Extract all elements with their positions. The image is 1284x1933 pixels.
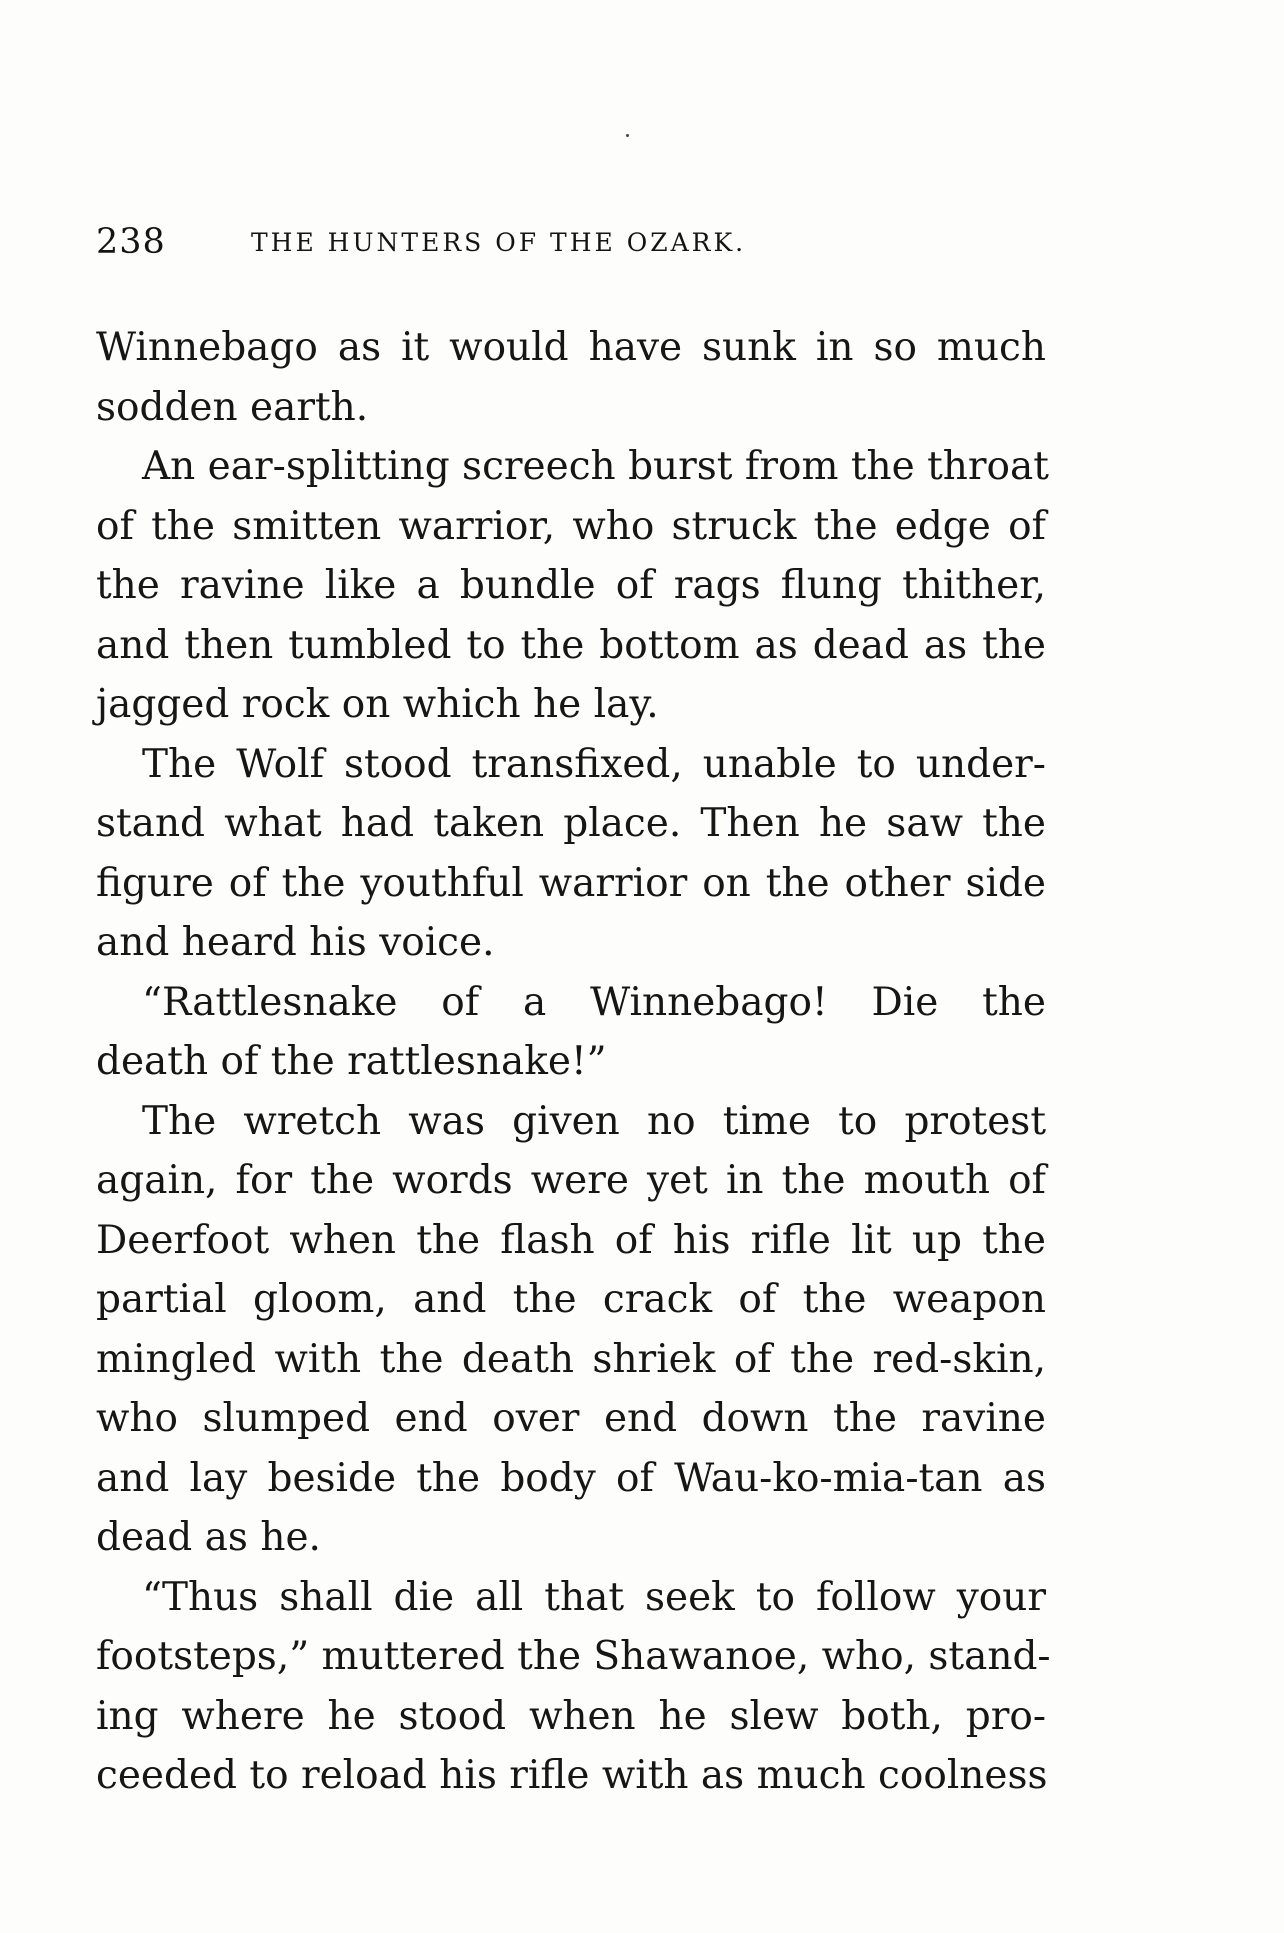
page-header [96,222,1046,272]
text-line: An ear-splitting screech burst from the throat [142,444,1049,489]
text-line: who slumped end over end down the ravine [96,1396,1046,1441]
text-line: footsteps,” muttered the Shawanoe, who, stand- [96,1634,1051,1679]
text-line: The Wolf stood transfixed, unable to under- [142,741,1046,787]
text-line: partial gloom, and the crack of the weapon [96,1277,1046,1322]
paper-speck [626,134,629,137]
text-line: jagged rock on which he lay. [96,682,659,727]
text-line: death of the rattlesnake!” [96,1039,607,1084]
text-line: and lay beside the body of Wau-ko-mia-tan as [96,1455,1046,1501]
text-line: ceeded to reload his rifle with as much coolness [96,1753,1048,1798]
text-line: and heard his voice. [96,920,495,965]
text-line: the ravine like a bundle of rags flung thither, [96,563,1046,608]
text-line: The wretch was given no time to protest [142,1098,1046,1144]
text-line: again, for the words were yet in the mouth of [96,1158,1046,1203]
running-title: THE HUNTERS OF THE OZARK. [251,228,747,257]
text-line: “Thus shall die all that seek to follow your [142,1574,1046,1620]
body-text [96,318,1051,1806]
text-line: “Rattlesnake of a Winnebago! Die the [142,979,1046,1025]
text-line: mingled with the death shriek of the red-skin, [96,1336,1046,1382]
page-number: 238 [96,222,166,262]
text-line: ing where he stood when he slew both, pro- [96,1693,1046,1739]
text-line: sodden earth. [96,384,369,430]
text-line: dead as he. [96,1515,321,1560]
text-line: and then tumbled to the bottom as dead as the [96,622,1046,668]
text-line: Winnebago as it would have sunk in so much [96,325,1046,370]
text-line: of the smitten warrior, who struck the edge of [96,503,1046,549]
text-line: stand what had taken place. Then he saw the [96,801,1046,846]
text-line: figure of the youthful warrior on the other side [96,860,1046,906]
text-line: Deerfoot when the flash of his rifle lit up the [96,1217,1046,1263]
